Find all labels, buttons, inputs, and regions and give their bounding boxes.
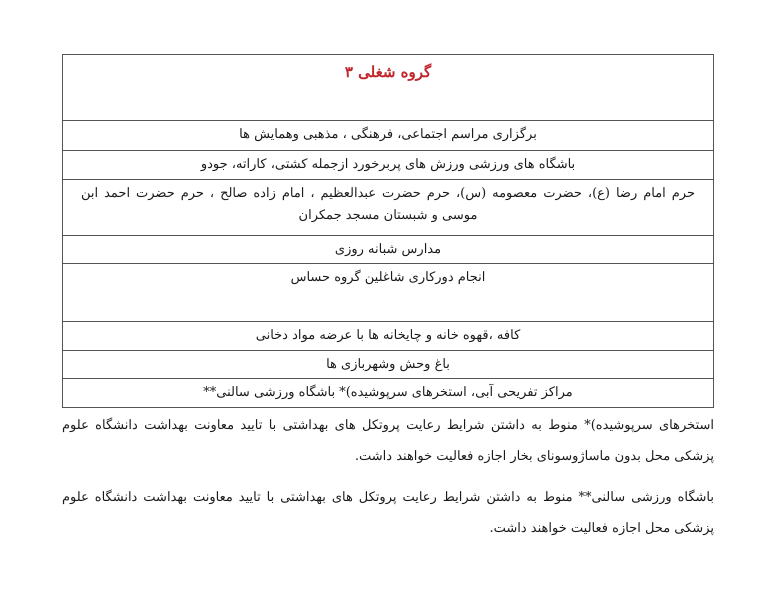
- footnote-indoor-gyms: باشگاه ورزشی سالنی** منوط به داشتن شرایط رعایت پروتکل های بهداشتی با تایید معاونت بهداشت دانشگاه علوم پزشکی محل اجازه فعالیت خواهند داشت.: [62, 490, 714, 536]
- table-row-water-parks: مراکز تفریحی آبی، استخرهای سرپوشیده)* باشگاه ورزشی سالنی**: [203, 385, 573, 400]
- footnote-indoor-pools: استخرهای سرپوشیده)* منوط به داشتن شرایط رعایت پروتکل های بهداشتی با تایید معاونت بهداشت دانشگاه علوم پزشکی محل بدون ماساژوسونای بخار اجازه فعالیت خواهند داشت.: [62, 418, 714, 464]
- footnotes: [62, 410, 714, 544]
- table-row-remote-work: انجام دورکاری شاغلین گروه حساس: [63, 264, 713, 322]
- table-row-contact-sports: باشگاه های ورزشی ورزش های پربرخورد ازجمله کشتی، کاراته، جودو: [63, 151, 713, 180]
- job-group-table: [62, 54, 714, 408]
- table-row-zoos: باغ وحش وشهربازی ها: [63, 351, 713, 379]
- table-row-shrines: حرم امام رضا (ع)، حضرت معصومه (س)، حرم حضرت عبدالعظیم ، امام زاده صالح ، حرم حضرت احمد ابن موسی و شبستان مسجد جمکران: [63, 180, 713, 236]
- table-row-cafes: کافه ،قهوه خانه و چایخانه ها با عرضه مواد دخانی: [63, 322, 713, 351]
- table-row-boarding-schools: مدارس شبانه روزی: [63, 236, 713, 264]
- table-row-gatherings: برگزاری مراسم اجتماعی، فرهنگی ، مذهبی وهمایش ها: [63, 121, 713, 151]
- table-title: گروه شغلی ۳: [63, 55, 713, 121]
